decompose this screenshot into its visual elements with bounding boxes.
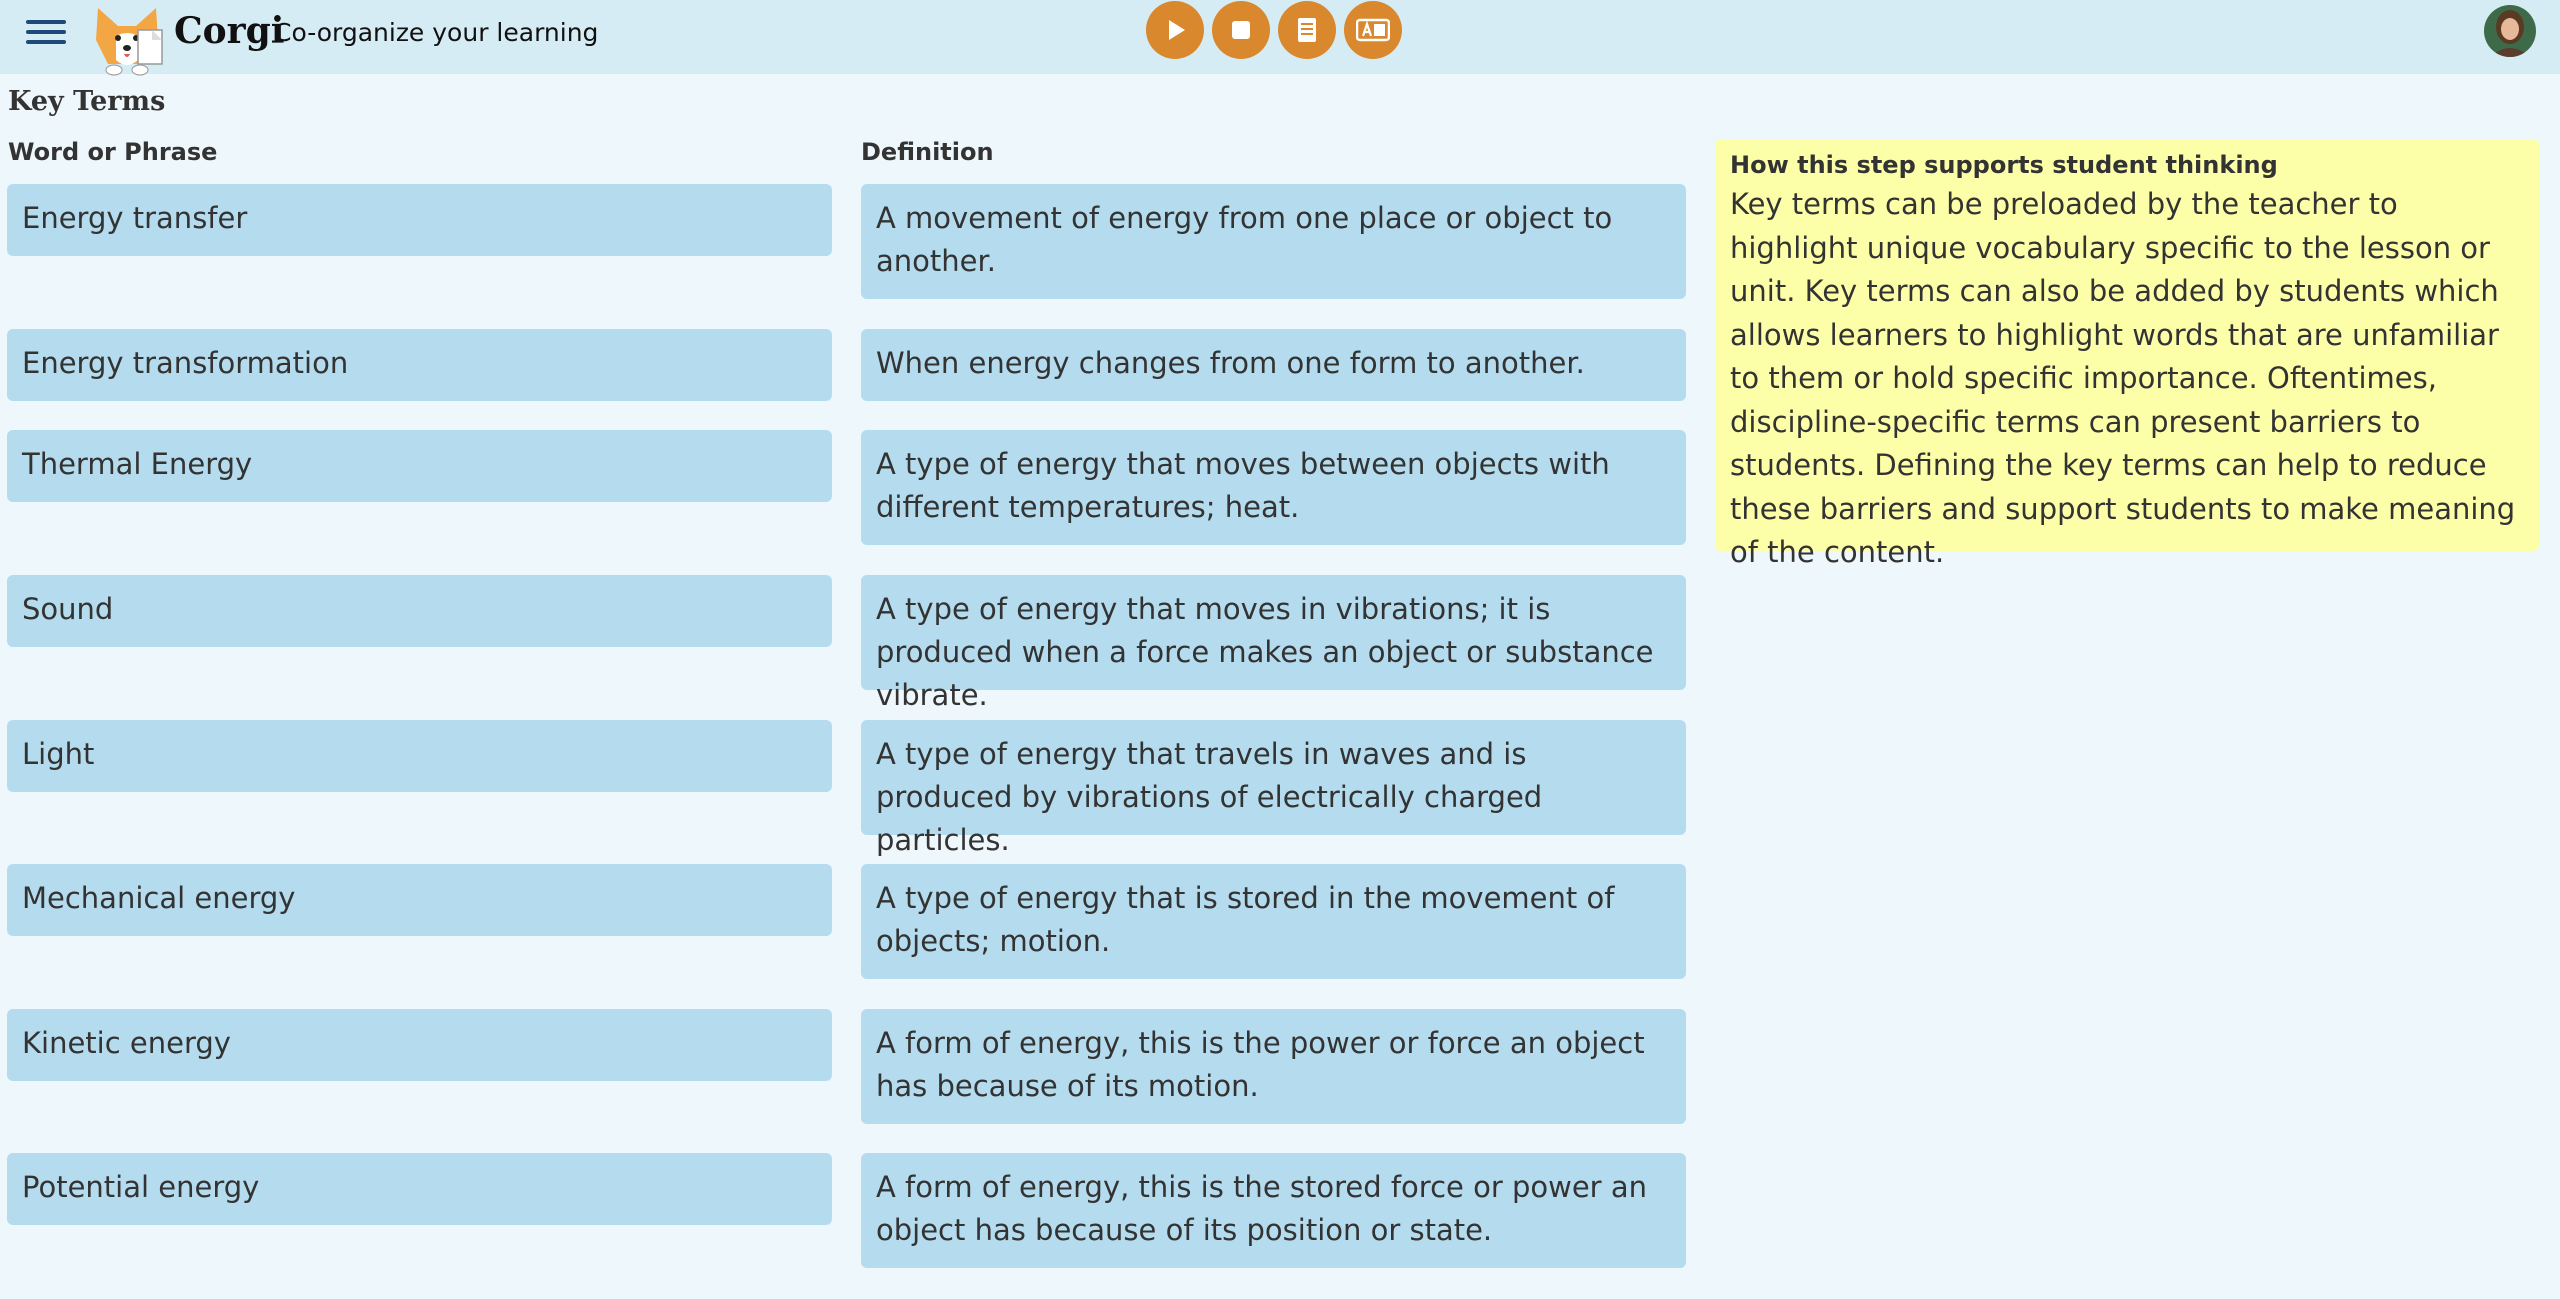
column-header-term: Word or Phrase [8,138,218,166]
definition-cell[interactable]: A movement of energy from one place or object to another. [861,184,1686,299]
term-cell[interactable]: Energy transformation [7,329,832,401]
definition-cell[interactable]: A type of energy that moves between objects with different temperatures; heat. [861,430,1686,545]
toolbar [1146,1,1402,59]
term-cell[interactable]: Light [7,720,832,792]
top-bar [0,0,2560,74]
definition-cell[interactable]: A type of energy that is stored in the movement of objects; motion. [861,864,1686,979]
support-note-body: Key terms can be preloaded by the teacher to highlight unique vocabulary specific to the lesson or unit. Key terms can also be added by students which allows learners to highlight words that are unfamiliar to them or hold specific importance. Oftentimes, discipline-specific terms can present barriers to students. Defining the key terms can help to reduce these barriers and support students to make meaning of the content. [1730,187,2516,569]
definition-cell[interactable]: A type of energy that travels in waves and is produced by vibrations of electrically charged particles. [861,720,1686,835]
definition-cell[interactable]: A form of energy, this is the stored force or power an object has because of its position or state. [861,1153,1686,1268]
corgi-logo[interactable] [88,0,166,80]
definition-cell[interactable]: When energy changes from one form to another. [861,329,1686,401]
term-cell[interactable]: Mechanical energy [7,864,832,936]
translate-button[interactable] [1344,1,1402,59]
term-cell[interactable]: Energy transfer [7,184,832,256]
definition-cell[interactable]: A form of energy, this is the power or force an object has because of its motion. [861,1009,1686,1124]
definition-cell[interactable]: A type of energy that moves in vibrations; it is produced when a force makes an object or substance vibrate. [861,575,1686,690]
support-note [1715,139,2539,569]
hamburger-menu-icon[interactable] [26,14,66,50]
stop-icon [1228,17,1254,43]
document-button[interactable] [1278,1,1336,59]
support-note-title: How this step supports student thinking [1730,151,2278,179]
term-cell[interactable]: Thermal Energy [7,430,832,502]
document-icon [1294,16,1320,44]
app-name: Corgi [174,10,285,52]
user-avatar[interactable] [2484,5,2536,57]
translate-icon [1356,17,1390,43]
term-cell[interactable]: Kinetic energy [7,1009,832,1081]
play-button[interactable] [1146,1,1204,59]
column-header-definition: Definition [861,138,994,166]
stop-button[interactable] [1212,1,1270,59]
term-cell[interactable]: Sound [7,575,832,647]
play-icon [1161,16,1189,44]
app-tagline: Co-organize your learning [274,18,599,47]
term-cell[interactable]: Potential energy [7,1153,832,1225]
page-title: Key Terms [8,86,166,117]
